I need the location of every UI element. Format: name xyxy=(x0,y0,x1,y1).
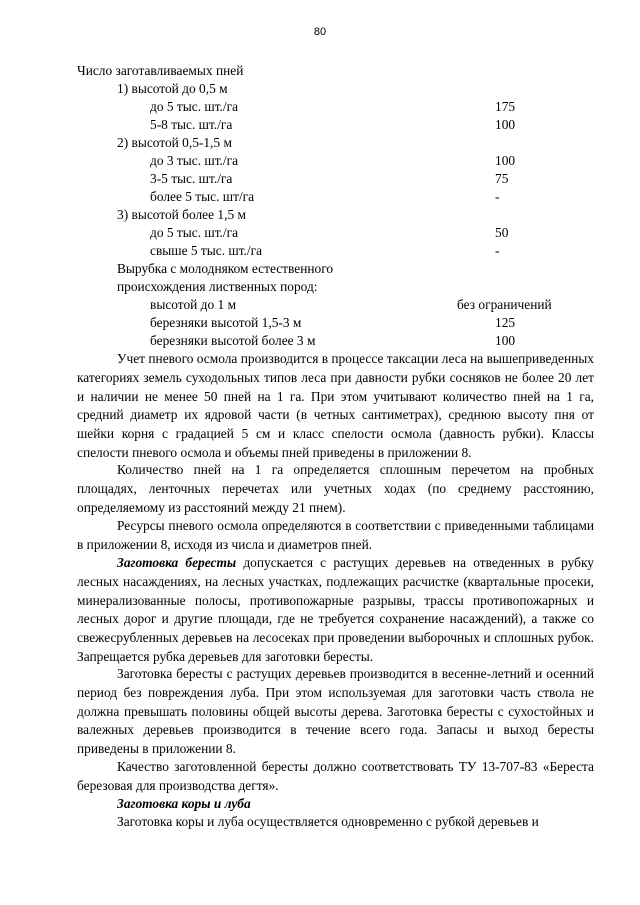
list-item-value: 175 xyxy=(495,99,516,114)
paragraph-birch-bark xyxy=(77,554,594,667)
list-item-label: 3-5 тыс. шт./га xyxy=(150,171,233,186)
list-item-label: происхождения лиственных пород: xyxy=(117,279,318,294)
paragraph-osmol-resources: Ресурсы пневого осмола определяются в соответствии с приведенными таблицами в приложении 8, исходя из числа и диаметров пней. xyxy=(77,518,594,552)
list-item-value: 125 xyxy=(495,315,516,330)
list-item-label: 5-8 тыс. шт./га xyxy=(150,117,233,132)
list-item-value: 100 xyxy=(495,117,516,132)
list-item-label: более 5 тыс. шт/га xyxy=(150,189,255,204)
paragraph-osmol-accounting: Учет пневого осмола производится в процессе таксации леса на вышеприведенных категориях земель суходольных типов леса при давности рубки сосняков не более 20 лет и наличии не менее 50 пней на 1 га. При этом учитывают количество пней на 1 га, средний диаметр их ядровой части (в четных сантиметрах), среднюю высоту пня от шейки корня с градацией 5 см и класс спелости осмола (давность рубки). Классы спелости пневого осмола и объемы пней приведены в приложении 8. xyxy=(77,351,594,460)
page-number: 80 xyxy=(313,26,327,38)
list-item-label: 2) высотой 0,5-1,5 м xyxy=(117,135,232,150)
section-heading-bark-bast: Заготовка коры и луба xyxy=(117,796,251,811)
list-item-label: 1) высотой до 0,5 м xyxy=(117,81,228,96)
list-item-label: до 3 тыс. шт./га xyxy=(150,153,239,168)
paragraph-bark-bast: Заготовка коры и луба осуществляется одновременно с рубкой деревьев и xyxy=(117,814,539,829)
paragraph-bark-quality: Качество заготовленной бересты должно соответствовать ТУ 13-707-83 «Береста березовая для производства дегтя». xyxy=(77,759,594,793)
list-item-label: свыше 5 тыс. шт./га xyxy=(150,243,263,258)
list-item-label: 3) высотой более 1,5 м xyxy=(117,207,246,222)
list-item-value: 75 xyxy=(495,171,509,186)
list-item-value: 100 xyxy=(495,333,516,348)
list-header: Число заготавливаемых пней xyxy=(77,63,244,78)
paragraph-bark-harvest-period: Заготовка бересты с растущих деревьев производится в весенне-летний и осенний период без повреждения луба. При этом используемая для заготовки часть ствола не должна превышать половины общей высоты дерева. Заготовка бересты с сухостойных и валежных деревьев производится в течение всего года. Запасы и выход бересты приведены в приложении 8. xyxy=(77,666,594,756)
list-item-value: без ограничений xyxy=(457,297,552,312)
list-item-label: до 5 тыс. шт./га xyxy=(150,99,239,114)
paragraph-birch-bark-text: допускается с растущих деревьев на отведенных в рубку лесных насаждениях, на лесных участках, подлежащих расчистке (квартальные просеки, минерализованные полосы, противопожарные разрывы, трассы противопожарных и лесных дорог и другие площади, где не требуется сохранение насаждений), а также со свежесрубленных деревьев на лесосеках при проведении выборочных и сплошных рубок. Запрещается рубка деревьев для заготовки бересты. xyxy=(77,555,594,664)
list-item-label: Вырубка с молодняком естественного xyxy=(117,261,334,276)
list-item-label: до 5 тыс. шт./га xyxy=(150,225,239,240)
list-item-value: - xyxy=(495,243,500,258)
list-item-label: березняки высотой 1,5-3 м xyxy=(150,315,302,330)
list-item-value: 50 xyxy=(495,225,509,240)
inline-heading-birch-bark: Заготовка бересты xyxy=(117,555,237,570)
list-item-label: высотой до 1 м xyxy=(150,297,237,312)
list-item-value: - xyxy=(495,189,500,204)
list-item-value: 100 xyxy=(495,153,516,168)
list-item-label: березняки высотой более 3 м xyxy=(150,333,316,348)
paragraph-stump-count: Количество пней на 1 га определяется сплошным перечетом на пробных площадях, ленточных перечетах или учетных ходах (по среднему расстоянию, определяемому из расстояний между 21 пнем). xyxy=(77,462,594,515)
